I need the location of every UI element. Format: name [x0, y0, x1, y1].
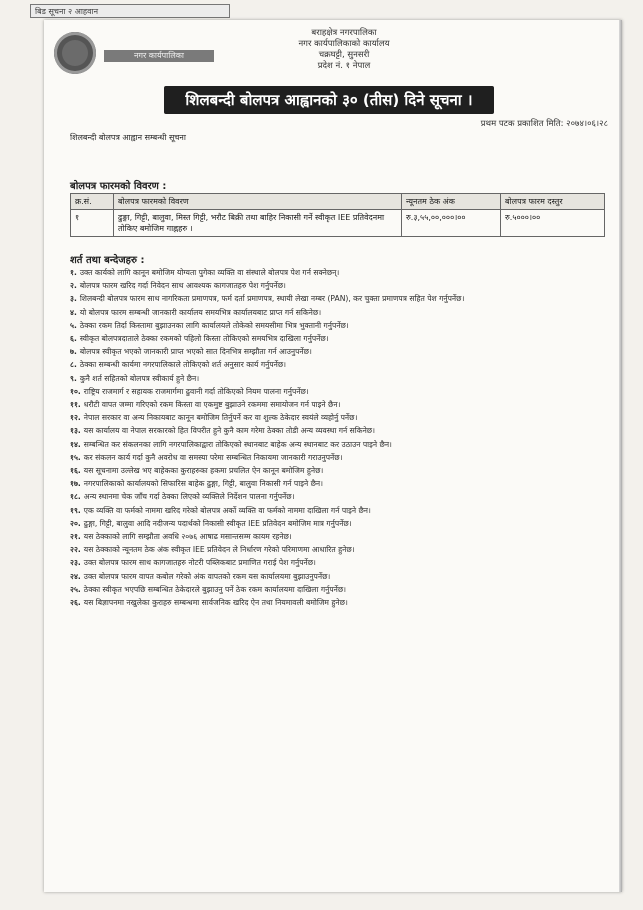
- scan-edge: [619, 20, 622, 892]
- condition-number: १५.: [70, 452, 81, 462]
- condition-number: २४.: [70, 571, 81, 581]
- list-item: [70, 479, 605, 489]
- list-item: [70, 492, 605, 502]
- list-item: [70, 281, 605, 291]
- org-line: नगर कार्यपालिकाको कार्यालय: [298, 39, 390, 49]
- condition-number: २०.: [70, 518, 81, 528]
- condition-text: ठेक्का सम्बन्धी कार्यमा नगरपालिकाले तोकिएको शर्त अनुसार कार्य गर्नुपर्नेछ।: [79, 360, 287, 370]
- condition-text: शिलबन्दी बोलपत्र फारम साथ नागरिकता प्रमाणपत्र, फर्म दर्ता प्रमाणपत्र, स्थायी लेखा नम्बर (PAN), कर चुक्ता प्रमाणपत्र सहित पेश गर्नुपर्नेछ।: [79, 294, 465, 304]
- condition-text: बोलपत्र स्वीकृत भएको जानकारी प्राप्त भएको सात दिनभित्र सम्झौता गर्न आउनुपर्नेछ।: [79, 347, 312, 357]
- table-cell-sn: १: [71, 210, 114, 237]
- list-item: [70, 347, 605, 357]
- masthead-strip: बिड सूचना २ आहवान: [30, 4, 230, 18]
- condition-number: २५.: [70, 584, 81, 594]
- condition-number: ९.: [70, 373, 77, 383]
- conditions-list: [70, 268, 605, 878]
- condition-text: बोलपत्र फारम खरिद गर्दा निवेदन साथ आवश्यक कागजातहरु पेश गर्नुपर्नेछ।: [79, 281, 286, 291]
- list-item: [70, 506, 605, 516]
- condition-number: २१.: [70, 532, 81, 542]
- list-item: [70, 558, 605, 568]
- condition-text: धरौटी वापत जम्मा गरिएको रकम किस्ता वा एकमुष्ट बुझाउने रकममा समायोजन गर्न पाइने छैन।: [83, 400, 341, 410]
- notice-header: [44, 20, 622, 88]
- condition-text: कुनै शर्त सहितको बोलपत्र स्वीकार्य हुने छैन।: [79, 373, 200, 383]
- condition-text: यस ठेक्काको लागि सम्झौता अवधि २०७६ आषाढ मसान्तसम्म कायम रहनेछ।: [83, 532, 292, 542]
- table-header-cell: बोलपत्र फारमको विवरण: [114, 194, 402, 210]
- list-item: [70, 598, 605, 608]
- table-cell-description: ढुङ्गा, गिट्टी, बालुवा, मिस्त गिट्टी, भरौट बिक्री तथा बाहिर निकासी गर्ने स्वीकृत IEE प्रतिवेदनमा तोकिए बमोजिम गाह्नहरु ।: [114, 210, 402, 237]
- list-item: [70, 466, 605, 476]
- condition-number: २२.: [70, 545, 81, 555]
- list-item: [70, 453, 605, 463]
- list-item: [70, 440, 605, 450]
- condition-text: उक्त बोलपत्र फारम साथ कागजातहरु नोटरी पब्लिकबाट प्रमाणित गराई पेश गर्नुपर्नेछ।: [83, 558, 316, 568]
- conditions-label: शर्त तथा बन्देजहरु :: [70, 255, 145, 266]
- condition-text: सम्बन्धित कर संकलनका लागि नगरपालिकाद्वारा तोकिएको स्थानबाट बाहेक अन्य स्थानबाट कर उठाउन पाइने छैन।: [83, 439, 392, 449]
- organization-address: [284, 28, 404, 72]
- table-header-cell: बोलपत्र फारम दस्तुर: [501, 194, 605, 210]
- condition-number: २.: [70, 281, 77, 291]
- condition-text: ठेक्का रकम तिर्दा किस्तामा बुझाउनका लागि कार्यालयले तोकेको समयसीमा भित्र भुक्तानी गर्नुपर्नेछ।: [79, 320, 349, 330]
- condition-text: यस बिज्ञापनमा नखुलेका कुराहरु सम्बन्धमा सार्वजनिक खरिद ऐन तथा नियमावली बमोजिम हुनेछ।: [83, 598, 348, 608]
- condition-number: ८.: [70, 360, 77, 370]
- list-item: [70, 545, 605, 555]
- condition-number: ७.: [70, 347, 77, 357]
- org-line: बराहक्षेत्र नगरपालिका: [311, 28, 377, 38]
- list-item: [70, 294, 605, 304]
- condition-text: नेपाल सरकार वा अन्य निकायबाट कानून बमोजिम तिर्नुपर्ने कर वा शुल्क ठेकेदार स्वयंले व्यहोर्नु पर्नेछ।: [83, 413, 358, 423]
- list-item: [70, 334, 605, 344]
- fee-table: [70, 193, 605, 237]
- condition-text: उक्त कार्यको लागि कानून बमोजिम योग्यता पुगेका व्यक्ति वा संस्थाले बोलपत्र पेश गर्न सक्नेछन्।: [79, 268, 340, 277]
- list-item: [70, 413, 605, 423]
- condition-number: ३.: [70, 294, 77, 304]
- condition-number: ११.: [70, 400, 81, 410]
- condition-number: ६.: [70, 334, 77, 344]
- condition-number: १८.: [70, 492, 81, 502]
- list-item: [70, 321, 605, 331]
- condition-text: ठेक्का स्वीकृत भएपछि सम्बन्धित ठेकेदारले बुझाउनु पर्ने ठेक रकम कार्यालयमा दाखिला गर्नुपर्नेछ।: [83, 584, 347, 594]
- condition-number: ५.: [70, 320, 77, 330]
- table-header-cell: न्यूनतम ठेक अंक: [402, 194, 501, 210]
- condition-text: उक्त बोलपत्र फारम वापत कबोल गरेको अंक वापतको रकम यस कार्यालयमा बुझाउनुपर्नेछ।: [83, 571, 331, 581]
- condition-text: अन्य स्थानमा चेक जाँच गर्दा ठेक्का लिएको व्यक्तिले निर्देशन पालना गर्नुपर्नेछ।: [83, 492, 295, 502]
- condition-text: ढुङ्गा, गिट्टी, बालुवा आदि नदीजन्य पदार्थको निकासी स्वीकृत IEE प्रतिवेदन बमोजिम मात्र गर्नुपर्नेछ।: [83, 518, 352, 528]
- header-band: नगर कार्यपालिका: [104, 50, 214, 62]
- list-item: [70, 426, 605, 436]
- list-item: [70, 572, 605, 582]
- list-item: [70, 532, 605, 542]
- list-item: [70, 374, 605, 384]
- list-item: [70, 308, 605, 318]
- condition-number: २६.: [70, 598, 81, 608]
- intro-paragraph: शिलबन्दी बोलपत्र आह्वान सम्बन्धी सूचना: [70, 133, 186, 142]
- list-item: [70, 519, 605, 529]
- condition-text: यो बोलपत्र फारम सम्बन्धी जानकारी कार्यालय समयभित्र कार्यालयबाट प्राप्त गर्न सकिनेछ।: [79, 307, 322, 317]
- condition-number: १६.: [70, 466, 81, 476]
- condition-number: २३.: [70, 558, 81, 568]
- municipality-emblem-icon: [54, 32, 96, 74]
- condition-text: स्वीकृत बोलपत्रदाताले ठेक्का रकमको पहिलो किस्ता तोकिएको समयभित्र दाखिला गर्नुपर्नेछ।: [79, 334, 329, 344]
- org-line: चक्रघट्टी, सुनसरी: [318, 50, 370, 60]
- list-item: [70, 387, 605, 397]
- condition-number: १७.: [70, 479, 81, 489]
- notice-page: [44, 20, 622, 892]
- condition-number: १३.: [70, 426, 81, 436]
- notice-title: शिलबन्दी बोलपत्र आह्वानको ३० (तीस) दिने सूचना ।: [164, 86, 494, 114]
- fee-section-label: बोलपत्र फारमको विवरण :: [70, 181, 167, 192]
- condition-number: १९.: [70, 505, 81, 515]
- table-header-row: [71, 194, 605, 210]
- condition-text: यस कार्यालय वा नेपाल सरकारको हित विपरीत हुने कुनै काम गरेमा ठेक्का तोडी अन्य व्यवस्था गर्न सकिनेछ।: [83, 426, 376, 436]
- condition-text: राष्ट्रिय राजमार्ग र सहायक राजमार्गमा ढुवानी गर्दा तोकिएको नियम पालना गर्नुपर्नेछ।: [83, 386, 309, 396]
- publication-date: प्रथम पटक प्रकाशित मिति: २०७४।०६।२८: [480, 119, 608, 129]
- condition-number: १०.: [70, 386, 81, 396]
- condition-number: १४.: [70, 439, 81, 449]
- table-cell-minimum-amount: रु.३,५५,००,०००।००: [402, 210, 501, 237]
- list-item: [70, 400, 605, 410]
- condition-number: १२.: [70, 413, 81, 423]
- condition-text: यस सूचनामा उल्लेख भए बाहेकका कुराहरुका हकमा प्रचलित ऐन कानून बमोजिम हुनेछ।: [83, 466, 324, 476]
- table-row: [71, 210, 605, 237]
- list-item: [70, 585, 605, 595]
- list-item: [70, 268, 605, 278]
- table-cell-fee: रु.५०००।००: [501, 210, 605, 237]
- org-line: प्रदेश नं. १ नेपाल: [317, 61, 371, 71]
- condition-text: एक व्यक्ति वा फर्मको नाममा खरिद गरेको बोलपत्र अर्को व्यक्ति वा फर्मको नाममा दाखिला गर्न पाइने छैन।: [83, 505, 371, 515]
- table-header-cell: क्र.सं.: [71, 194, 114, 210]
- condition-number: १.: [70, 268, 77, 277]
- list-item: [70, 360, 605, 370]
- condition-number: ४.: [70, 307, 77, 317]
- condition-text: नगरपालिकाको कार्यालयको सिफारिस बाहेक ढुङ्गा, गिट्टी, बालुवा निकासी गर्न पाइने छैन।: [83, 479, 323, 489]
- condition-text: यस ठेक्काको न्यूनतम ठेक अंक स्वीकृत IEE प्रतिवेदन ले निर्धारण गरेको परिमाणमा आधारित हुनेछ।: [83, 545, 355, 555]
- condition-text: कर संकलन कार्य गर्दा कुनै अवरोध वा समस्या परेमा सम्बन्धित निकायमा जानकारी गराउनुपर्नेछ।: [83, 452, 343, 462]
